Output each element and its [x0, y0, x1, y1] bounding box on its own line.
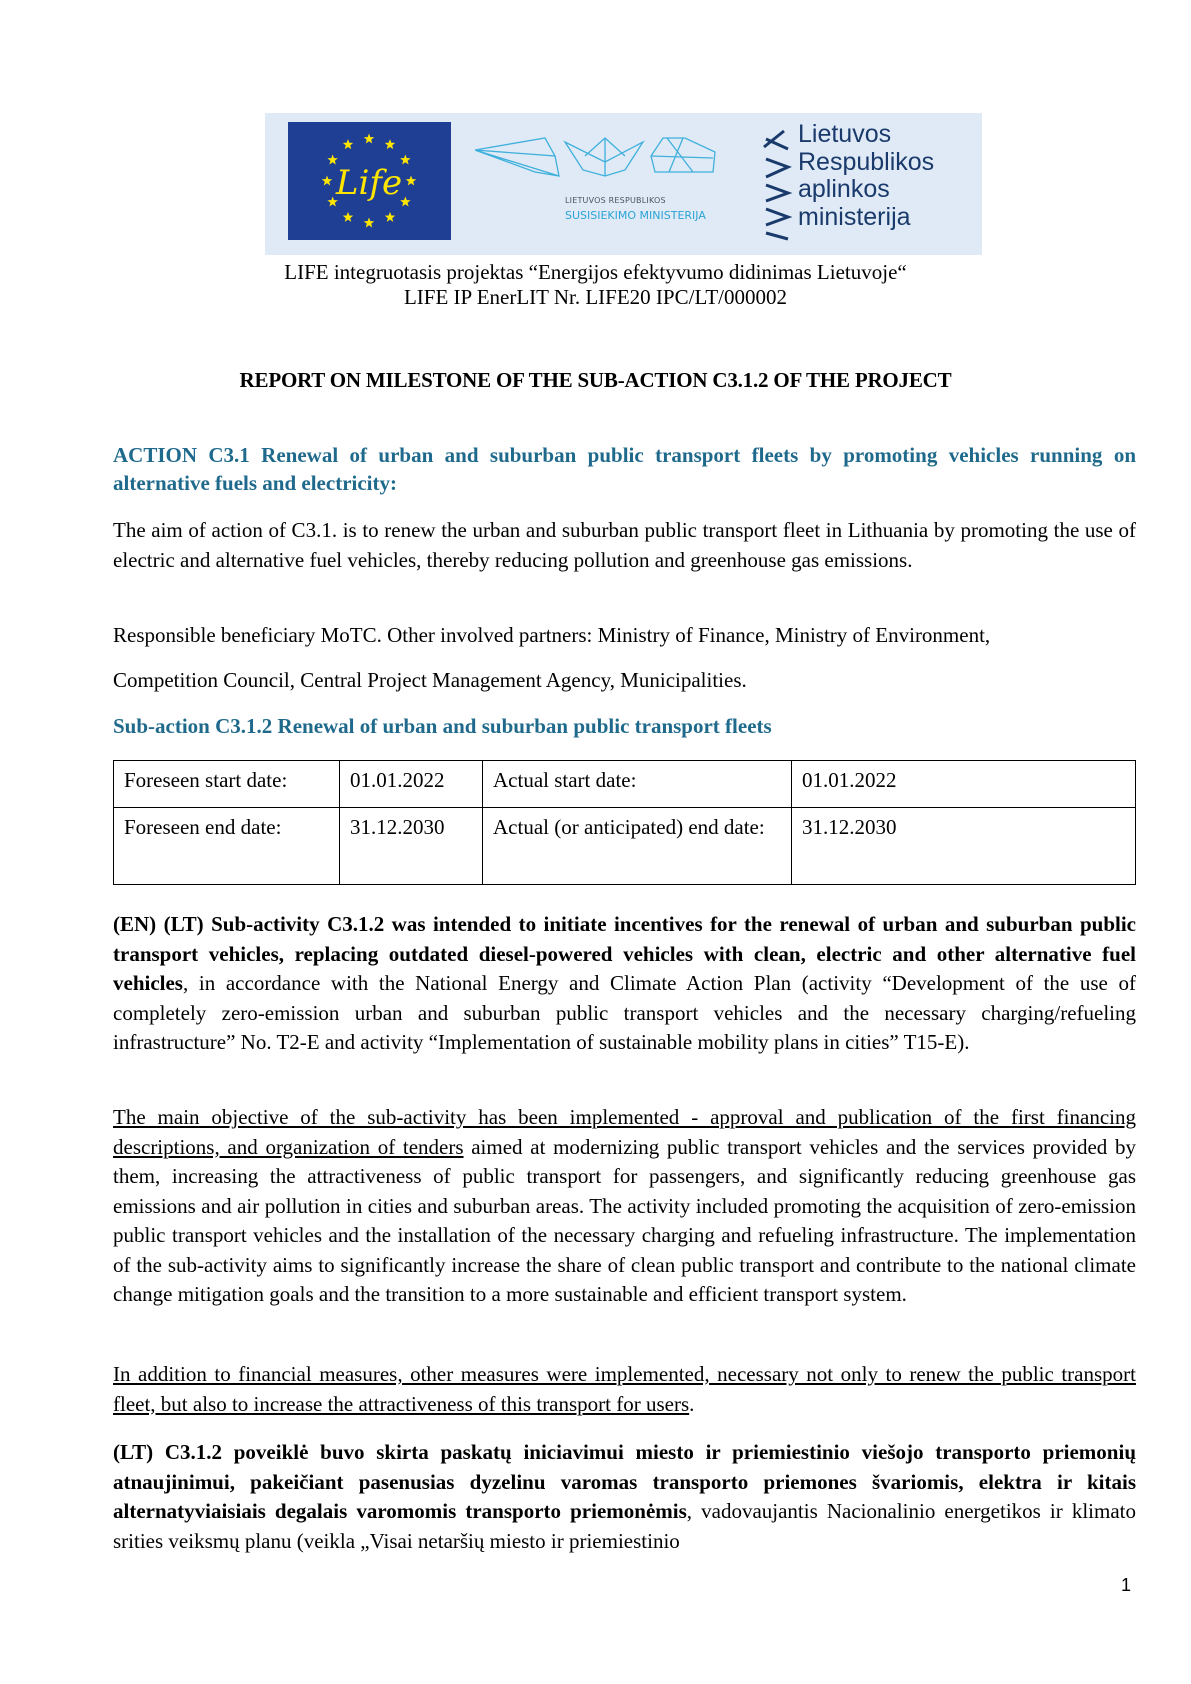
eu-star-icon [364, 134, 374, 144]
env-logo-line: aplinkos [798, 175, 890, 203]
lt-description-bold: (LT) C3.1.2 poveiklė buvo skirta paskatų iniciavimui miesto ir priemiestinio viešojo transporto priemonių atnaujinimui, pakeičiant pasenusias dyzelinu varomas transporto priemones švariomis, elektra ir kitais alternatyviaisiais degalais varomomis transporto priemonėmis [113, 1440, 1136, 1523]
table-cell-value: 01.01.2022 [792, 761, 1136, 808]
eu-star-icon [343, 139, 353, 149]
environment-ministry-logo [760, 121, 975, 247]
table-cell-label: Actual start date: [483, 761, 792, 808]
additional-measures-underlined: In addition to financial measures, other measures were implemented, necessary not only to renew the public transport fleet, but also to increase the attractiveness of this transport for users [113, 1362, 1136, 1416]
wave-mark-icon [760, 127, 794, 241]
en-description-paragraph [113, 910, 1136, 1058]
page-number: 1 [1121, 1575, 1132, 1595]
dates-table [113, 760, 1136, 885]
eu-star-icon [406, 176, 416, 186]
action-aim-paragraph: The aim of action of C3.1. is to renew the urban and suburban public transport fleet in Lithuania by promoting the use of electric and alternative fuel vehicles, thereby reducing pollution and greenhouse gas emissions. [113, 518, 1136, 572]
env-logo-line: ministerija [798, 202, 911, 231]
env-logo-line: Respublikos [798, 147, 935, 176]
eu-flag-stars-icon [288, 122, 451, 240]
table-row [114, 808, 1136, 885]
additional-measures-end: . [689, 1391, 695, 1416]
eu-star-icon [364, 218, 374, 228]
eu-star-icon [322, 176, 332, 186]
table-cell-value: 31.12.2030 [340, 808, 483, 885]
life-wordmark: Life [335, 163, 403, 203]
motc-logo-line1: LIETUVOS RESPUBLIKOS [565, 196, 666, 205]
table-cell-label: Foreseen end date: [114, 808, 340, 885]
project-name-line: LIFE integruotasis projektas “Energijos efektyvumo didinimas Lietuvoje“ [284, 260, 907, 284]
lt-description-rest: , vadovaujantis Nacionalinio energetikos ir klimato srities veiksmų planu (veikla „Visai netaršių miesto ir priemiestinio [113, 1499, 1136, 1553]
beneficiary-line-1: Responsible beneficiary MoTC. Other involved partners: Ministry of Finance, Ministry of Environment, [113, 623, 991, 647]
table-cell-value: 01.01.2022 [340, 761, 483, 808]
eu-life-logo [288, 122, 451, 240]
env-logo-line: Lietuvos [798, 120, 892, 148]
main-objective-underlined: The main objective of the sub-activity has been implemented - approval and publication of the first financing descriptions, and organization of tenders [113, 1105, 1136, 1159]
main-objective-paragraph [113, 1103, 1136, 1310]
en-description-rest: , in accordance with the National Energy and Climate Action Plan (activity “Development of the use of completely zero-emission urban and suburban public transport vehicles and the necessary charging/refueling infrastructure” No. T2-E and activity “Implementation of sustainable mobility plans in cities” T15-E). [113, 971, 1136, 1054]
eu-star-icon [385, 212, 395, 222]
table-cell-label: Foreseen start date: [114, 761, 340, 808]
additional-measures-paragraph [113, 1360, 1136, 1419]
motc-logo-line2: SUSISIEKIMO MINISTERIJA [565, 209, 706, 222]
lt-description-paragraph [113, 1438, 1136, 1556]
eu-star-icon [385, 139, 395, 149]
subaction-heading: Sub-action C3.1.2 Renewal of urban and suburban public transport fleets [113, 714, 772, 738]
logo-banner [265, 113, 982, 255]
report-title: REPORT ON MILESTONE OF THE SUB-ACTION C3.1.2 OF THE PROJECT [239, 368, 952, 392]
en-description-bold: (EN) (LT) Sub-activity C3.1.2 was intended to initiate incentives for the renewal of urban and suburban public transport vehicles, replacing outdated diesel-powered vehicles with clean, electric and other alternative fuel vehicles [113, 912, 1136, 995]
main-objective-rest: aimed at modernizing public transport vehicles and the services provided by them, increasing the attractiveness of public transport for passengers, and significantly reducing greenhouse gas emissions and air pollution in cities and suburban areas. The activity included promoting the acquisition of zero-emission public transport vehicles and the installation of the necessary charging and refueling infrastructure. The implementation of the sub-activity aims to significantly increase the share of clean public transport and contribute to the national climate change mitigation goals and the transition to a more sustainable and efficient transport system. [113, 1134, 1136, 1306]
table-cell-value: 31.12.2030 [792, 808, 1136, 885]
table-cell-label: Actual (or anticipated) end date: [483, 808, 792, 885]
table-row [114, 761, 1136, 808]
project-id-line: LIFE IP EnerLIT Nr. LIFE20 IPC/LT/000002 [403, 285, 788, 309]
beneficiary-line-2: Competition Council, Central Project Management Agency, Municipalities. [113, 668, 747, 692]
action-heading: ACTION C3.1 Renewal of urban and suburban public transport fleets by promoting vehicles running on alternative fuels and electricity: [113, 443, 1136, 495]
eu-star-icon [343, 212, 353, 222]
